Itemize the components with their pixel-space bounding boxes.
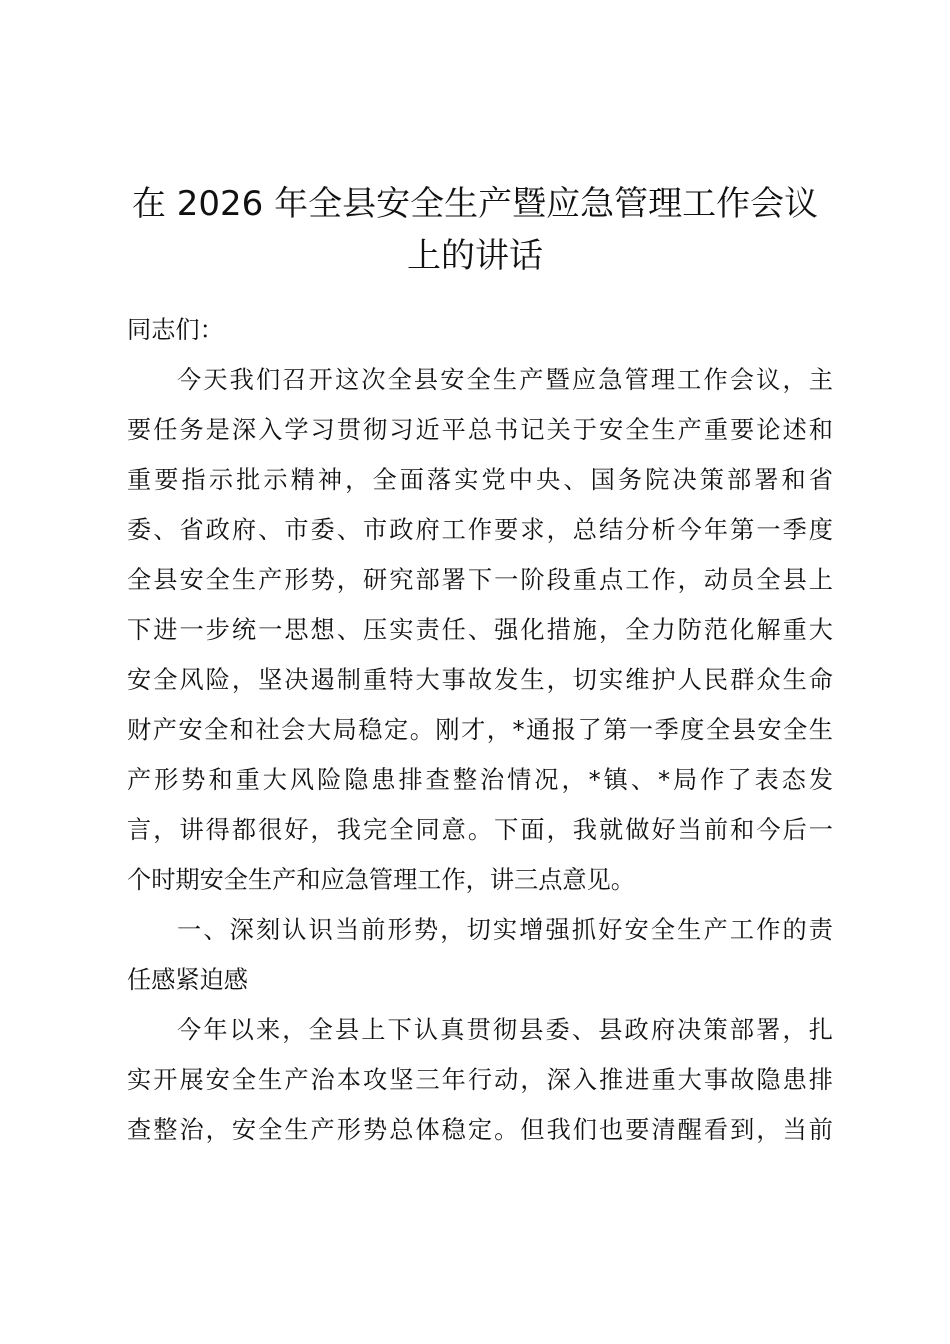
paragraph-1-line: 言，讲得都很好，我完全同意。下面，我就做好当前和今后一 — [127, 816, 833, 844]
paragraph-2-line: 实开展安全生产治本攻坚三年行动，深入推进重大事故隐患排 — [127, 1066, 833, 1094]
paragraph-2-line: 今年以来，全县上下认真贯彻县委、县政府决策部署，扎 — [177, 1016, 833, 1044]
paragraph-1-line: 全县安全生产形势，研究部署下一阶段重点工作，动员全县上 — [127, 566, 833, 594]
paragraph-1-line: 安全风险，坚决遏制重特大事故发生，切实维护人民群众生命 — [127, 666, 833, 694]
paragraph-2-line: 查整治，安全生产形势总体稳定。但我们也要清醒看到，当前 — [127, 1116, 833, 1144]
paragraph-1-line: 重要指示批示精神，全面落实党中央、国务院决策部署和省 — [127, 466, 833, 494]
paragraph-1-line: 财产安全和社会大局稳定。刚才，*通报了第一季度全县安全生 — [127, 716, 833, 744]
paragraph-1-line: 产形势和重大风险隐患排查整治情况，*镇、*局作了表态发 — [127, 766, 833, 794]
paragraph-1-line: 今天我们召开这次全县安全生产暨应急管理工作会议，主 — [177, 366, 833, 394]
section-heading-line: 一、深刻认识当前形势，切实增强抓好安全生产工作的责 — [177, 916, 833, 944]
paragraph-1-line: 委、省政府、市委、市政府工作要求，总结分析今年第一季度 — [127, 516, 833, 544]
document-title-line-1: 在 2026 年全县安全生产暨应急管理工作会议 — [131, 184, 819, 224]
salutation: 同志们： — [127, 316, 224, 344]
section-heading-line: 任感紧迫感 — [127, 966, 248, 994]
paragraph-1-line: 要任务是深入学习贯彻习近平总书记关于安全生产重要论述和 — [127, 416, 833, 444]
document-title-line-2: 上的讲话 — [407, 236, 543, 276]
paragraph-1-line: 下进一步统一思想、压实责任、强化措施，全力防范化解重大 — [127, 616, 833, 644]
paragraph-1-line: 个时期安全生产和应急管理工作，讲三点意见。 — [127, 866, 635, 894]
